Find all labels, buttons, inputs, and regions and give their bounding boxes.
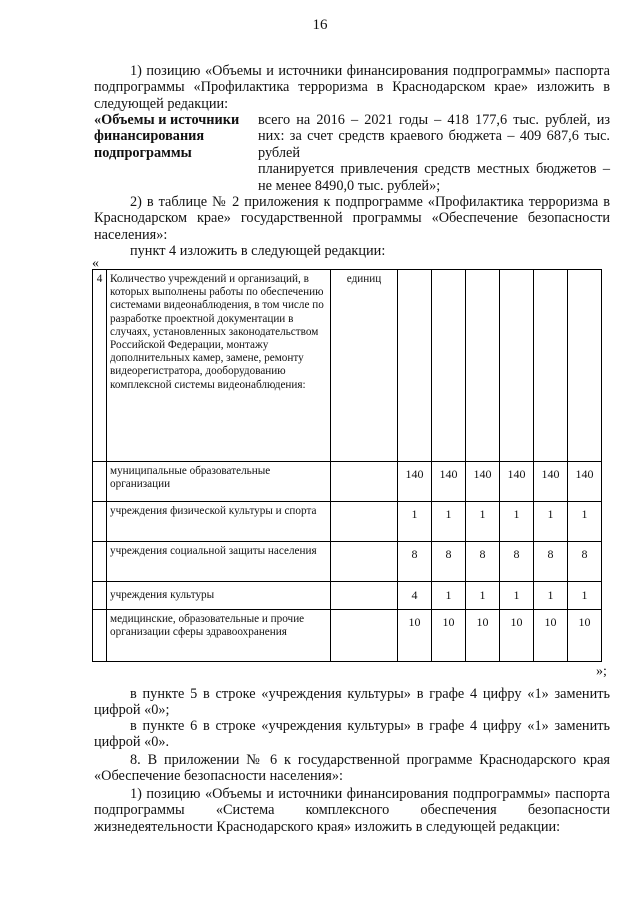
- funding-label: «Объемы и источники финансирования подпрограммы: [94, 112, 240, 161]
- paragraph-6: 8. В приложении № 6 к государственной программе Краснодарского края «Обеспечение безопасности населения»:: [94, 752, 610, 785]
- value-cell: 4: [398, 582, 432, 610]
- value-cell: 10: [466, 610, 500, 662]
- value-cell: 8: [534, 542, 568, 582]
- value-cell: 8: [500, 542, 534, 582]
- indicator-name: Количество учреждений и организаций, в которых выполнены работы по обеспечению системами видеонаблюдения, в том числе по разработке проектной документации в случаях, установленных законодательством Российской Федерации, монтажу дополнительных камер, замене, ремонту видеорегистратора, дооборудованию комплексной системы видеонаблюдения:: [107, 270, 331, 462]
- value-cell: 1: [534, 582, 568, 610]
- value-cell: 140: [466, 462, 500, 502]
- value-cell: 10: [398, 610, 432, 662]
- value-cell: 140: [432, 462, 466, 502]
- value-cell: 1: [466, 582, 500, 610]
- table-row: [93, 462, 602, 502]
- subrow-name: муниципальные образовательные организации: [107, 462, 331, 502]
- value-cell: 140: [500, 462, 534, 502]
- row-number: 4: [93, 270, 107, 462]
- table-row: [93, 582, 602, 610]
- subrow-name: учреждения культуры: [107, 582, 331, 610]
- funding-note: планируется привлечения средств местных бюджетов – не менее 8490,0 тыс. рублей»;: [258, 161, 610, 194]
- subrow-name: учреждения социальной защиты населения: [107, 542, 331, 582]
- value-cell: 1: [534, 502, 568, 542]
- value-cell: 140: [398, 462, 432, 502]
- paragraph-2: 2) в таблице № 2 приложения к подпрограмме «Профилактика терроризма в Краснодарском крае» государственной программы «Обеспечение безопасности населения»:: [94, 194, 610, 243]
- paragraph-3: пункт 4 изложить в следующей редакции:: [130, 243, 386, 259]
- value-cell: 140: [534, 462, 568, 502]
- value-cell: 8: [568, 542, 602, 582]
- funding-total: всего на 2016 – 2021 годы – 418 177,6 тыс. рублей, из них: за счет средств краевого бюджета – 409 687,6 тыс. рублей: [258, 112, 610, 161]
- value-cell: 1: [568, 582, 602, 610]
- paragraph-5: в пункте 6 в строке «учреждения культуры» в графе 4 цифру «1» заменить цифрой «0».: [94, 718, 610, 751]
- table-row-header: [93, 270, 602, 462]
- table-row: [93, 610, 602, 662]
- unit-cell: единиц: [331, 270, 398, 462]
- table-row: [93, 542, 602, 582]
- value-cell: 1: [398, 502, 432, 542]
- paragraph-4: в пункте 5 в строке «учреждения культуры» в графе 4 цифру «1» заменить цифрой «0»;: [94, 686, 610, 719]
- value-cell: 1: [466, 502, 500, 542]
- value-cell: 10: [568, 610, 602, 662]
- paragraph-7: 1) позицию «Объемы и источники финансирования подпрограммы» паспорта подпрограммы «Система комплексного обеспечения безопасности жизнедеятельности Краснодарского края» изложить в следующей редакции:: [94, 786, 610, 835]
- value-cell: 10: [500, 610, 534, 662]
- paragraph-1: 1) позицию «Объемы и источники финансирования подпрограммы» паспорта подпрограммы «Профилактика терроризма в Краснодарском крае» изложить в следующей редакции:: [94, 63, 610, 112]
- value-cell: 8: [398, 542, 432, 582]
- value-cell: 1: [568, 502, 602, 542]
- table-close-quote: »;: [596, 664, 607, 679]
- value-cell: 1: [432, 582, 466, 610]
- subrow-name: учреждения физической культуры и спорта: [107, 502, 331, 542]
- value-cell: 10: [534, 610, 568, 662]
- page-number: 16: [312, 17, 328, 33]
- value-cell: 1: [500, 582, 534, 610]
- value-cell: 8: [432, 542, 466, 582]
- funding-block: [94, 112, 610, 194]
- table-open-quote: «: [92, 256, 99, 271]
- indicator-table: [92, 269, 602, 662]
- value-cell: 8: [466, 542, 500, 582]
- value-cell: 10: [432, 610, 466, 662]
- table-row: [93, 502, 602, 542]
- value-cell: 140: [568, 462, 602, 502]
- value-cell: 1: [500, 502, 534, 542]
- subrow-name: медицинские, образовательные и прочие организации сферы здравоохранения: [107, 610, 331, 662]
- value-cell: 1: [432, 502, 466, 542]
- funding-value: [258, 112, 610, 194]
